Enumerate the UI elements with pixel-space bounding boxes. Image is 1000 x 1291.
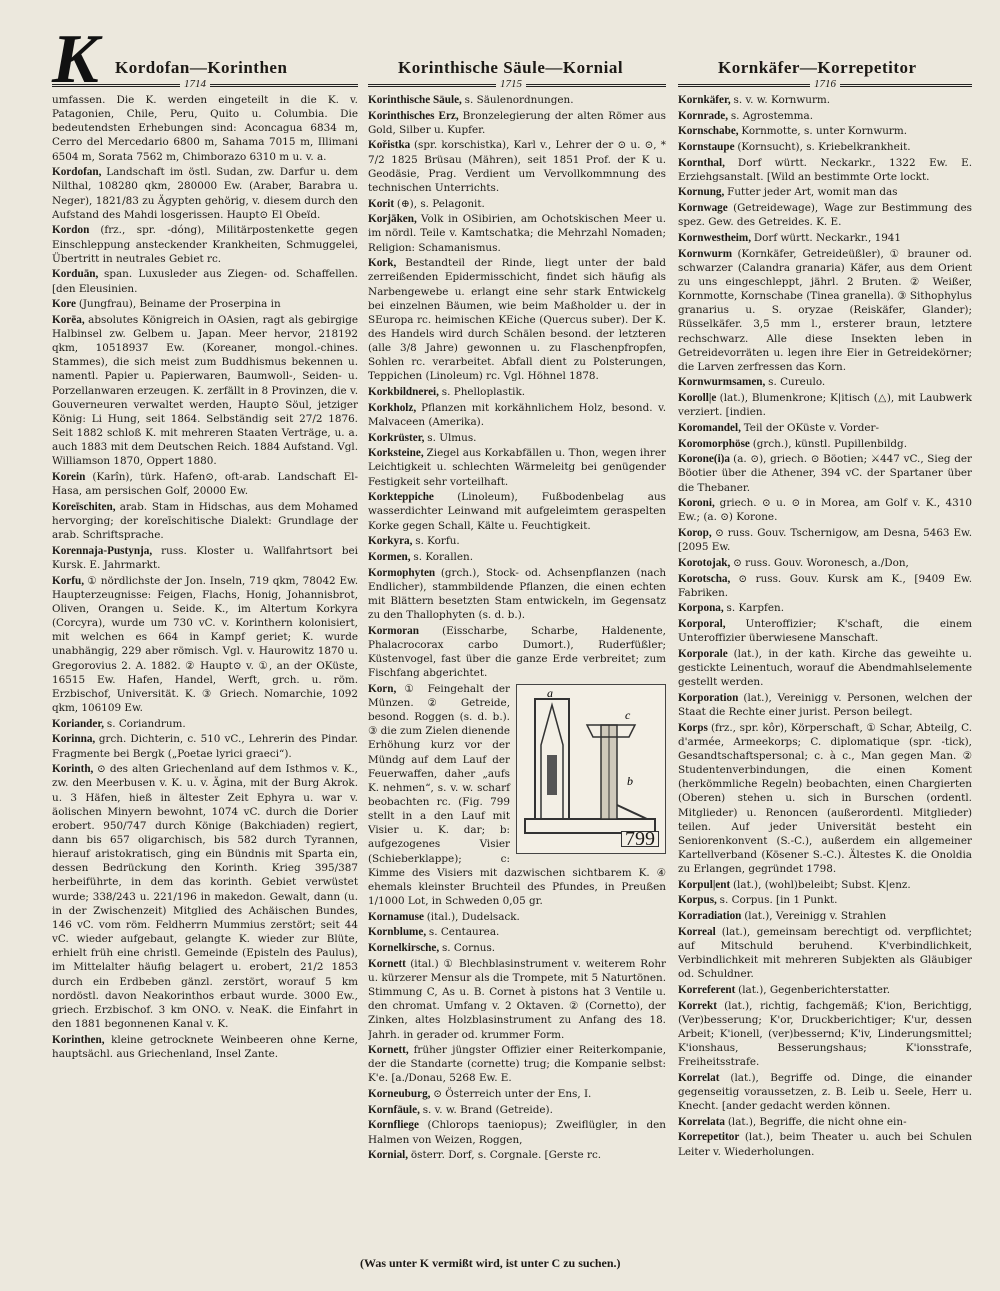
dictionary-entry (52, 762, 358, 1031)
page-footer: (Was unter K vermißt wird, ist unter C zu suchen.) (360, 1256, 621, 1270)
entry-text: s. Cornus. (441, 942, 496, 955)
dictionary-entry (678, 999, 972, 1070)
dictionary-entry (678, 201, 972, 229)
dictionary-entry (52, 544, 358, 572)
entry-headword: Korrekt (678, 999, 725, 1012)
header-right: Kornkäfer—Korrepetitor (718, 58, 917, 77)
entry-headword: Korinna, (52, 733, 99, 746)
section-letter: K (52, 21, 99, 98)
entry-headword: Korporal, (678, 617, 746, 630)
entry-headword: Koroll|e (678, 392, 720, 405)
entry-headword: Kornwurmsamen, (678, 376, 769, 389)
figure-label-c: c (625, 707, 631, 722)
entry-headword: Koromorphöse (678, 437, 753, 450)
figure-label-a: a (547, 685, 553, 700)
dictionary-entry (678, 247, 972, 374)
entry-headword: Korps (678, 721, 711, 734)
dictionary-entry (678, 437, 972, 451)
dictionary-entry (678, 185, 972, 199)
column-3 (678, 93, 972, 1273)
dictionary-entry (678, 617, 972, 645)
entry-text: (Eisscharbe, Scharbe, Haldenente, Phalacrocorax carbo Dumort.), Ruderfüßler; Küstenvogel, fast über die ganze Erde verbreitet; zum Fischfang abgerichtet. (368, 624, 666, 680)
entry-text: (Kornsucht), s. Kriebelkrankheit. (737, 140, 911, 153)
entry-text: (frz., spr. -dóng), Militärpostenkette gegen Einschleppung ansteckender Krankheiten, Schmuggelei, Übertritt in neutrales Gebiet rc. (52, 224, 358, 265)
dictionary-entry (368, 197, 666, 211)
entry-headword: Korporale (678, 647, 734, 660)
entry-text: s. Korfu. (415, 535, 460, 548)
entry-headword: Korksteine, (368, 447, 427, 460)
entry-headword: Korinth, (52, 763, 97, 776)
entry-headword: Kornrade, (678, 109, 731, 122)
entry-text: (lat.), Vereinigg v. Personen, welchen der Staat die Rechte einer jurist. Person beilegt. (678, 691, 972, 718)
dictionary-entry (678, 231, 972, 245)
dictionary-entry (368, 566, 666, 623)
entry-headword: Korinthen, (52, 1033, 112, 1046)
entry-text: Volk in OSibirien, am Ochotskischen Meer u. im nördl. Teile v. Kamtschatka; die Mehrzahl Nomaden; Religion: Schamanismus. (368, 213, 666, 254)
entry-text: s. Corpus. [in 1 Punkt. (719, 894, 838, 907)
entry-text: kleine getrocknete Weinbeeren ohne Kerne, hauptsächl. aus Griechenland, Insel Zante. (52, 1033, 358, 1060)
dictionary-entry (368, 941, 666, 955)
entry-text: Ziegel aus Korkabfällen u. Thon, wegen ihrer Leichtigkeit u. schlechten Wärmeleitg bei genügender Festigkeit sehr vorteilhaft. (368, 447, 666, 488)
entry-text: Futter jeder Art, womit man das (727, 186, 898, 199)
entry-text: (lat.), gemeinsam berechtigt od. verpflichtet; auf Mitschuld beruhend. K'verbindlichkeit, Verbindlichkeit mit mehreren Subjekten als Gläubiger od. Schuldner. (678, 925, 972, 981)
entry-text: (lat.), Begriffe od. Dinge, die einander gegenseitig voraussetzen, z. B. Leib u. Seele, Herr u. Knecht. [ander gedacht werden können. (678, 1071, 972, 1113)
dictionary-entry (52, 93, 358, 164)
page-number-left: 1714 (180, 78, 210, 90)
entry-text: Teil der OKüste v. Vorder- (743, 421, 879, 434)
dictionary-entry (368, 1087, 666, 1101)
entry-headword: Korkyra, (368, 535, 416, 548)
dictionary-entry (678, 691, 972, 719)
entry-text: früher jüngster Offizier einer Reiterkompanie, der die Standarte (cornette) trug; die Kompanie selbst: K'e. [a./Donau, 5268 Ew. E. (368, 1044, 666, 1085)
dictionary-entry (368, 138, 666, 195)
entry-headword: Kornfliege (368, 1119, 428, 1132)
entry-headword: Kormen, (368, 550, 414, 563)
entry-headword: Kornett (368, 957, 411, 970)
entry-headword: Koriander, (52, 717, 107, 730)
entry-headword: Kornkäfer, (678, 94, 734, 106)
dictionary-entry (52, 732, 358, 760)
entry-text: ① Feingehalt der Münzen. ② Getreide, besond. Roggen (s. d. b.). ③ die zum Zielen dienende Erhöhung kurz vor der Mündg auf dem Lauf der Feuerwaffen, daher „aufs K. nehmen“, s. v. w. scharf beobachten rc. (Fig. 799 stellt in a den Lauf mit Visier u. K. dar; b: aufgezogenes Visier (Schieberklappe); c: Kimme des Visiers mit dazwischen sichtbarem K. ④ ehemals kleinster Bruchteil des Pfundes, in Preußen 1/1000 Lot, in Schweden 0,05 gr. (368, 682, 666, 908)
dictionary-entry (52, 165, 358, 222)
entry-headword: Kornblume, (368, 926, 429, 939)
dictionary-entry (368, 910, 666, 924)
dictionary-entry (368, 550, 666, 564)
entry-headword: Kormophyten (368, 566, 441, 579)
entry-headword: Kořistka (368, 139, 414, 152)
entry-headword: Korinthische Säule, (368, 94, 465, 106)
entry-headword: Korinthisches Erz, (368, 109, 463, 122)
entry-text: (spr. korschistka), Karl v., Lehrer der ⊙ u. ⊙, * 7/2 1825 Brüsau (Mähren), seit 1851 Prof. der K u. Geodäsie, Prag. Verdient um Vervollkommnung des technischen Unterrichts. (368, 139, 666, 194)
dictionary-entry (678, 496, 972, 524)
entry-headword: Korrelat (678, 1071, 731, 1084)
dictionary-entry (368, 212, 666, 254)
entry-text: (Karîn), türk. Hafen⊙, oft-arab. Landschaft El-Hasa, am persischen Golf, 20000 Ew. (52, 471, 358, 498)
entry-text: s. Karpfen. (726, 602, 785, 615)
entry-headword: Korpus, (678, 894, 720, 907)
dictionary-entry (368, 957, 666, 1042)
dictionary-entry (678, 452, 972, 494)
entry-headword: Kornwestheim, (678, 231, 754, 244)
entry-text: span. Luxusleder aus Ziegen- od. Schaffellen. [den Eleusinien. (52, 268, 358, 295)
entry-text: arab. Stam in Hidschas, aus dem Mohamed hervorging; der koreīschitische Dialekt: Grundlage der arab. Schriftsprache. (52, 500, 358, 542)
dictionary-entry (678, 647, 972, 689)
entry-text: Bestandteil der Rinde, liegt unter der bald zerreißenden Epidermisschicht, findet sich häufig als Narbengewebe u. erlangt eine sehr stark Entwickelg bei einzelnen Bäumen, wie beim Maßholder u. der in SEuropa rc. heimischen KEiche (Quercus suber). Der K. des Handels wird durch Schälen besond. der letzteren (alle 3/8 Jahre) gewonnen u. zu Flaschenpfropfen, Sohlen rc. verarbeitet. Abfall dient zu Polsterungen, Teppichen (Linoleum) rc. Vgl. Höhnel 1878. (368, 257, 666, 383)
dictionary-entry (52, 717, 358, 731)
entry-text: Unteroffizier; K'schaft, die einem Unteroffizier überwiesene Manschaft. (678, 617, 972, 645)
dictionary-entry (368, 385, 666, 399)
entry-text: ⊙ russ. Gouv. Kursk am K., [9409 Ew. Fabriken. (678, 572, 972, 599)
entry-headword: Kornwage (678, 202, 734, 215)
figure-number: 799 (621, 831, 659, 847)
entry-headword: Korradiation (678, 910, 745, 923)
entry-text: ⊙ russ. Gouv. Woronesch, a./Don, (733, 556, 909, 569)
dictionary-entry (678, 375, 972, 389)
page-number-right: 1716 (810, 78, 840, 90)
entry-text: (Linoleum), Fußbodenbelag aus wasserdichter Leinwand mit aufgeleimtem geraspelten Korke gegen Schall, Kälte u. Feuchtigkeit. (368, 491, 666, 532)
entry-headword: Kornschabe, (678, 125, 742, 138)
dictionary-entry (678, 878, 972, 892)
entry-text: s. Phelloplastik. (441, 386, 526, 399)
dictionary-entry (678, 983, 972, 997)
dictionary-entry (368, 624, 666, 681)
dictionary-entry (52, 297, 358, 311)
entry-headword: Kornelkirsche, (368, 942, 442, 955)
entry-text: (Kornkäfer, Getreideüßler), ① brauner od. schwarzer (Calandra granaria) Käfer, aus dem Orient zu uns eingeschleppt, jährl. 2 Bruten. ② Weißer, Kornmotte, Kornschabe (Tinea granella). ③ Sithophylus granarius u. S. oryzae (Reiskäfer, Glander); Rüsselkäfer. 3,5 mm l., ersterer braun, letztere rechschwarz. Alle diese Insekten leben in Getreidevorräten u. legen ihre Eier in Getreidekörner; die Larven zerfressen das Korn. (678, 247, 972, 373)
header-left: Kordofan—Korinthen (115, 58, 288, 77)
entry-headword: Korkrüster, (368, 431, 428, 444)
entry-headword: Korotscha, (678, 572, 739, 585)
entry-text: s. Agrostemma. (730, 109, 814, 122)
dictionary-entry (368, 490, 666, 532)
dictionary-entry (678, 1130, 972, 1158)
dictionary-entry (678, 93, 972, 107)
entry-headword: Korit (368, 197, 397, 210)
entry-headword: Kordofan, (52, 166, 107, 179)
dictionary-entry (368, 1148, 666, 1162)
dictionary-entry (52, 500, 358, 542)
entry-headword: Korop, (678, 527, 716, 540)
page-number-center: 1715 (496, 78, 526, 90)
entry-text: ⊙ des alten Griechenland auf dem Isthmos v. K., zw. den Meerbusen v. K. u. v. Ägina, mit der Burg Akrok. u. 3 Häfen, hieß in ältester Zeit Ephyra u. war v. äolischen Minyern bewohnt, 1074 vC. durch die Dorier erobert. 950/747 durch Könige (Bakchiaden) regiert, dann bis 657 oligarchisch, bis 582 durch Tyrannen, hierauf aristokratisch, ging ein Bündnis mit Sparta ein, dessen Bedrückung den Korinth. Krieg 395/387 herbeiführte, in dem das korinth. Gebiet verwüstet wurde; 338/243 u. 221/196 in makedon. Gewalt, dann (u. in der Zwischenzeit) Mitglied des Achäischen Bundes, 146 vC. vom röm. Feldherrn Mummius zerstört; seit 44 vC. wieder aufgebaut, gelangte K. wieder zur Blüte, erhielt früh eine christl. Gemeinde (Episteln des Paulus), im Mittelalter häufig belagert u. erobert, 21/2 1853 durch ein Erdbeben gänzl. zerstört, worauf 5 km nordöstl. davon Neakorinthos erbaut wurde. 3000 Ew., griech. Erzbischof. 3 km ONO. v. NeaK. die Einfahrt in den 1881 begonnenen Kanal v. K. (52, 763, 358, 1030)
entry-text: ① nördlichste der Jon. Inseln, 719 qkm, 78042 Ew. Haupterzeugnisse: Feigen, Flachs, Honig, Johannisbrot, Oliven, Orangen u. Seide. K., im Altertum Korkyra (Corcyra), wurde um 730 vC. v. Korinthern kolonisiert, mit welchen es 664 in Kampf geriet; K. wurde unabhängig, 229 aber römisch. Vgl. v. Haurowitz 1870 u. Gregorovius 2. A. 1882. ② Haupt⊙ v. ①, an der OKüste, 16515 Ew. Hafen, Handel, Werft, grch. u. röm. Erzbischof, Universität. K. ③ Griech. Nomarchie, 1092 qkm, 106109 Ew. (52, 574, 358, 715)
dictionary-entry (678, 124, 972, 138)
entry-headword: Korn, (368, 682, 405, 695)
entry-headword: Korneuburg, (368, 1088, 434, 1101)
entry-text: (ital.) ① Blechblasinstrument v. weiterem Rohr u. kürzerer Mensur als die Trompete, mit 5 Naturtönen. Stimmung C, As u. B. Cornet à pistons hat 3 Ventile u. den chromat. Umfang v. 2 Oktaven. ② (Cornetto), der Zinken, altes Holzblasinstrument zu Anfang des 18. Jahrh. in gerader od. krummer Form. (368, 957, 666, 1041)
dictionary-entry (368, 446, 666, 488)
entry-headword: Koromandel, (678, 421, 744, 434)
entry-headword: Korpona, (678, 602, 727, 615)
dictionary-entry (678, 140, 972, 154)
entry-headword: Koreīschiten, (52, 500, 120, 513)
entry-text: (lat.), Blumenkrone; K|itisch (△), mit Laubwerk verziert. [indien. (678, 392, 972, 419)
entry-text: (lat.), Vereinigg v. Strahlen (744, 910, 887, 923)
entry-text: ⊙ Österreich unter der Ens, I. (433, 1088, 592, 1101)
entry-text: (Getreidewage), Wage zur Bestimmung des spez. Gew. des Getreides. K. E. (678, 202, 972, 229)
dictionary-entry (678, 556, 972, 570)
dictionary-entry (52, 267, 358, 295)
entry-headword: Korrelata (678, 1115, 728, 1128)
entry-text: Pflanzen mit korkähnlichem Holz, besond. v. Malvaceen (Amerika). (368, 401, 666, 428)
dictionary-entry (678, 909, 972, 923)
dictionary-entry (368, 534, 666, 548)
entry-text: Bronzelegierung der alten Römer aus Gold, Silber u. Kupfer. (368, 109, 666, 136)
entry-text: (lat.), in der kath. Kirche das geweihte u. gestickte Leinentuch, worauf die Abendmahlselemente gestellt werden. (678, 647, 972, 689)
dictionary-entry (368, 256, 666, 383)
entry-headword: Korēa, (52, 313, 89, 326)
entry-headword: Kornamuse (368, 910, 427, 923)
entry-text: (a. ⊙), griech. ⊙ Böotien; ⚔447 vC., Sieg der Böotier über die Athener, 394 vC. der Spartaner über die Thebaner. (678, 453, 972, 494)
entry-headword: Kordon (52, 224, 101, 237)
dictionary-entry (368, 431, 666, 445)
entry-text: s. v. w. Kornwurm. (733, 94, 831, 106)
entry-headword: Kornthal, (678, 156, 738, 169)
entry-headword: Korkbildnerei, (368, 386, 442, 399)
entry-headword: Korrepetitor (678, 1131, 745, 1144)
entry-headword: Koroni, (678, 497, 720, 510)
entry-headword: Korjāken, (368, 213, 421, 226)
entry-headword: Korporation (678, 691, 744, 704)
entry-text: umfassen. Die K. werden eingeteilt in die K. v. Patagonien, Chile, Peru, Quito u. Columbia. Die bedeutendsten Erhebungen sind: Aconcagua 6834 m, Cerro del Mercedario 6800 m, Sahama 7015 m, Illimani 6504 m, Sorata 7562 m, Chimborazo 6310 m u. v. a. (52, 94, 358, 163)
entry-text: (grch.), Stock- od. Achsenpflanzen (nach Endlicher), stammbildende Pflanzen, die einen echten mit Blättern besetzten Stam entwickeln, im Gegensatz zu den Thallophyten (s. d. b.). (368, 566, 666, 621)
dictionary-entry (678, 893, 972, 907)
entry-text: (lat.), richtig, fachgemäß; K'ion, Berichtigg, (Ver)besserung; K'or, Druckberichtiger; K'ur, dessen Arbeit; K'ionell, (ver)bessernd; K'iv, Linderungsmittel; K'ionshaus, Besserungshaus; K'ionsstrafe, Freiheitsstrafe. (678, 999, 972, 1069)
entry-headword: Korkteppiche (368, 491, 458, 504)
entry-headword: Kornstaupe (678, 140, 738, 153)
entry-headword: Korreal (678, 925, 722, 938)
entry-text: (Chlorops taeniopus); Zweiflügler, in den Halmen von Weizen, Roggen, (368, 1119, 666, 1146)
entry-text: s. Säulenordnungen. (464, 94, 574, 106)
entry-headword: Korone(i)a (678, 453, 734, 466)
entry-headword: Korkholz, (368, 401, 422, 414)
dictionary-entry (678, 526, 972, 554)
entry-headword: Korotojak, (678, 556, 734, 569)
entry-headword: Kormoran (368, 624, 443, 637)
entry-text: ⊙ russ. Gouv. Tschernigow, am Desna, 5463 Ew. [2095 Ew. (678, 527, 972, 554)
dictionary-entry (678, 421, 972, 435)
entry-headword: Korfu, (52, 574, 88, 587)
entry-text: (lat.), Gegenberichterstatter. (738, 983, 891, 996)
figure-label-b: b (627, 773, 633, 788)
dictionary-entry (52, 223, 358, 265)
entry-text: Dorf württ. Neckarkr., 1941 (753, 231, 902, 244)
dictionary-entry (678, 925, 972, 982)
dictionary-entry (368, 93, 666, 107)
entry-headword: Korpul|ent (678, 878, 733, 891)
dictionary-entry (678, 572, 972, 600)
entry-headword: Korduān, (52, 268, 104, 281)
entry-headword: Kornwurm (678, 247, 738, 260)
entry-text: Landschaft im östl. Sudan, zw. Darfur u. dem Nilthal, 108280 qkm, 280000 Ew. (Araber, Barabra u. Neger), 1821/83 zu Ägypten gehörig, v. diesem durch den Aufstand des Mahdi losgerissen. Haupt⊙ El Obeïd. (52, 166, 358, 221)
entry-text: (lat.), Begriffe, die nicht ohne ein- (727, 1115, 907, 1128)
entry-headword: Kork, (368, 257, 406, 270)
entry-text: s. Coriandrum. (106, 717, 186, 730)
dictionary-entry (52, 574, 358, 716)
entry-text: s. Ulmus. (427, 431, 477, 444)
entry-headword: Kornett, (368, 1044, 414, 1057)
entry-text: s. v. w. Brand (Getreide). (422, 1103, 553, 1116)
entry-text: absolutes Königreich in OAsien, ragt als gebirgige Halbinsel zw. Gelbem u. Japan. Meer hervor, 218192 qkm, 10518937 Ew. (Koreaner, mongol.-chines. Stammes), die sich meist zum Buddhismus bekennen u. namentl. Papier u. Papierwaren, Baumwoll-, Seiden- u. Porzellanwaren erzeugen. K. zerfällt in 8 Provinzen, die v. Gouverneuren verwaltet werden, Haupt⊙ Söul, jetziger König: Li Hung, seit 1864. Selbständig seit 27/2 1876. Seit 1882 schloß K. mit mehreren Staaten Verträge, u. a. auch 1883 mit dem Deutschen Reich. 1884 Aufstand. Vgl. Williamson 1870, Oppert 1880. (52, 313, 358, 468)
entry-text: (ital.), Dudelsack. (426, 910, 520, 923)
entry-text: s. Cureulo. (768, 376, 826, 389)
header-center: Korinthische Säule—Kornial (398, 58, 624, 77)
entry-text: (frz., spr. kôr), Körperschaft, ① Schar, Abteilg, C. d'armée, Armeekorps; C. diplomatique (spr. -tick), Gesandtschaftspersonal; c. à c., Man gegen Man. ② Studentenverbindungen, die einen Koment (herkömmliche Regeln) beobachten, einen Chargierten (Oberen) stehen u. sich in Burschen (ordentl. Mitglieder) u. Renoncen (außerordentl. Mitglieder) teilen. Auf jeder Universität besteht ein Seniorenkonvent (S.-C.), außerdem ein allgemeiner Kartellverband (Kösener S.-C.). Ältestes K. die Onoldia zu Erlangen, gegründet 1798. (678, 721, 972, 876)
dictionary-entry (52, 313, 358, 469)
dictionary-entry (678, 1115, 972, 1129)
entry-text: s. Centaurea. (428, 926, 500, 939)
entry-text: (grch.), künstl. Pupillenbildg. (752, 437, 907, 450)
entry-text: (Jungfrau), Beiname der Proserpina in (78, 298, 281, 311)
dictionary-entry (678, 391, 972, 419)
entry-headword: Korennaja-Pustynja, (52, 544, 162, 557)
dictionary-entry (368, 1043, 666, 1085)
entry-text: grch. Dichterin, c. 510 vC., Lehrerin des Pindar. Fragmente bei Bergk („Poetae lyrici graeci“). (52, 733, 358, 760)
dictionary-entry (368, 401, 666, 429)
dictionary-entry (678, 156, 972, 184)
entry-text: österr. Dorf, s. Corgnale. [Gerste rc. (410, 1149, 602, 1162)
entry-text: (⊕), s. Pelagonit. (396, 197, 485, 210)
dictionary-entry (368, 109, 666, 137)
dictionary-entry (678, 721, 972, 877)
entry-headword: Korein (52, 471, 93, 484)
entry-headword: Kore (52, 298, 79, 311)
dictionary-entry (52, 1033, 358, 1061)
entry-headword: Korreferent (678, 983, 739, 996)
column-1 (52, 93, 358, 1273)
dictionary-entry (368, 1118, 666, 1146)
column-2 (368, 93, 666, 1273)
entry-text: (lat.), beim Theater u. auch bei Schulen Leiter v. Wiederholungen. (678, 1131, 972, 1158)
entry-headword: Kornial, (368, 1149, 411, 1162)
dictionary-entry (368, 1103, 666, 1117)
figure-799-rifle-sight (516, 684, 666, 854)
entry-headword: Kornung, (678, 186, 728, 199)
entry-headword: Kornfäule, (368, 1103, 423, 1116)
dictionary-entry (678, 109, 972, 123)
entry-text: russ. Kloster u. Wallfahrtsort bei Kursk. E. Jahrmarkt. (52, 544, 358, 571)
entry-text: Kornmotte, s. unter Kornwurm. (741, 125, 908, 138)
dictionary-entry (678, 1071, 972, 1113)
entry-text: s. Korallen. (413, 550, 474, 563)
entry-text: griech. ⊙ u. ⊙ in Morea, am Golf v. K., 4310 Ew.; (a. ⊙) Korone. (678, 497, 972, 524)
entry-text: (lat.), (wohl)beleibt; Subst. K|enz. (733, 878, 911, 891)
dictionary-entry (52, 470, 358, 498)
dictionary-entry (368, 925, 666, 939)
dictionary-entry (678, 601, 972, 615)
entry-text: Dorf württ. Neckarkr., 1322 Ew. E. Erziehgsanstalt. [Wild an bestimmte Orte lockt. (678, 156, 972, 183)
